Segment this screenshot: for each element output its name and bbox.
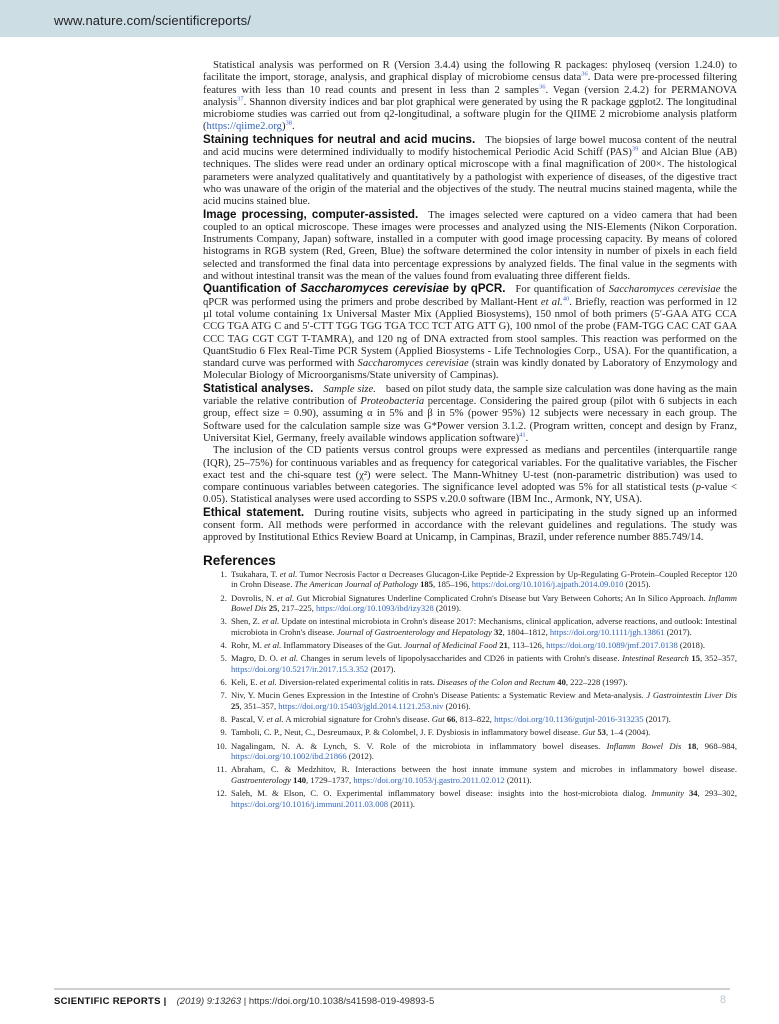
references-heading: References — [203, 552, 276, 568]
article-doi[interactable]: | https://doi.org/10.1038/s41598-019-49893-5 — [241, 996, 435, 1007]
doi-link[interactable]: https://doi.org/10.1002/ibd.21866 — [231, 751, 347, 762]
page-number: 8 — [720, 994, 727, 1006]
intro-paragraph: Statistical analysis was performed on R (Version 3.4.4) using the following R packages: phyloseq (version 1.24.0) to facilitate the import, storage, analysis, and graphical display of microbiome census data$^{36}$. Data were pre-processed filtering features with less than 10 read counts and present in less than 2 samples$^{36}$. Vegan (version 2.4.2) for PERMANOVA analysis$^{37}$. Shannon diversity indices and bar plot graphical were generated by using the R package ggplot2. The longitudinal microbiome studies was carried out from q2-longitudinal, a software plugin for the QIIME 2 microbiome analysis platform (https://qiime2.org)$^{38}$. — [203, 60, 737, 133]
doi-link[interactable]: https://doi.org/10.1089/jmf.2017.0138 — [546, 640, 678, 651]
image-processing-section: Image processing, computer-assisted. The images selected were captured on a video camera that had been coupled to an optical microscope. These images were processes and analyzed using the NIS-Elements (Nikon Corporation. Instruments Company, Japan) software, installed in a computer with good image processing capacity. By means of colored histograms in RGB system (Red, Green, Blue) the software determined the color intensity in number of pixels in each field selected and transformed the final data into percentage expressions by analyzed fields. The final value in the segments with and without intestinal transit was the mean of the values found from evaluating three different fields. — [203, 207, 737, 283]
statistical-paragraph-2: The inclusion of the CD patients versus control groups were expressed as medians and percentiles (interquartile range (IQR), 25–75%) for continuous variables and as frequency for categorical variables. For the qualitative variables, the Fischer exact test and the chi-square test (χ²) were select. The Mann-Whitney U-test (non-parametric distribution) was used to compare continuous variables between categories. The significance level adopted was 5% for all statistical tests (p-value < 0.05). Statistical analyses were used according to SSPS v.20.0 software (IBM Inc., Armonk, NY, USA). — [203, 445, 738, 506]
section-heading: Image processing, computer-assisted. — [203, 207, 419, 221]
reference-item: 7. Niv, Y. Mucin Genes Expression in the Intestine of Crohn's Disease Patients: a Systematic Review and Meta-analysis. J Gastrointestin Liver Dis 25, 351–357, https://doi.org/10.15403/jgld.2014.1121.253.niv (2016). — [229, 690, 737, 711]
references-list — [203, 569, 737, 809]
reference-item: 12. Saleh, M. & Elson, C. O. Experimental inflammatory bowel disease: insights into the host-microbiota dialog. Immunity 34, 293–302, https://doi.org/10.1016/j.immuni.2011.03.008 (2011). — [229, 788, 737, 809]
reference-item: 3. Shen, Z. et al. Update on intestinal microbiota in Crohn's disease 2017: Mechanisms, clinical application, adverse reactions, and outlook: Intestinal microbiota in Crohn's disease. Journal of Gastroenterology and Hepatology 32, 1804–1812, https://doi.org/10.1111/jgh.13861 (2017). — [229, 616, 737, 637]
reference-item: 6. Keli, E. et al. Diversion-related experimental colitis in rats. Diseases of the Colon and Rectum 40, 222–228 (1997). — [229, 677, 737, 688]
citation-link[interactable]: 36 — [581, 70, 588, 78]
doi-link[interactable]: https://doi.org/10.1093/ibd/izy328 — [316, 603, 434, 614]
reference-item: 2. Dovrolis, N. et al. Gut Microbial Signatures Underline Complicated Crohn's Disease but Vary Between Cohorts; An In Silico Approach. Inflamm Bowel Dis 25, 217–225, https://doi.org/10.1093/ibd/izy328 (2019). — [229, 593, 737, 614]
doi-link[interactable]: https://doi.org/10.1016/j.immuni.2011.03.008 — [231, 798, 389, 809]
citation-link[interactable]: 37 — [237, 95, 244, 103]
section-heading: Quantification of Saccharomyces cerevisiae by qPCR. — [203, 282, 506, 296]
doi-link[interactable]: https://doi.org/10.1111/jgh.13861 — [549, 627, 665, 638]
staining-section: Staining techniques for neutral and acid mucins. The biopsies of large bowel mucosa content of the neutral and acid mucins were determined individually to modify histochemical Periodic Acid Schiff (PAS)$^{39}$ and Alcian Blue (AB) techniques. The slides were read under an ordinary optical microscope with a final magnification of 200×. The histological parameters were analyzed qualitatively and quantitatively by a pathologist with experience of diseases, of the digestive tract who was unaware of the origin of the material and the objectives of the study. The neutral mucins stained magenta, while the acid mucins stained blue. — [203, 132, 737, 208]
citation-link[interactable]: 36 — [538, 83, 546, 91]
statistical-section: Statistical analyses. Sample size. based on pilot study data, the sample size calculation was done having as the main variable the relative contribution of Proteobacteria percentage. Considering the paired group (pilot with 6 subjects in each group, effect size = 0.90), assuming α in 5% and β in 5% (power 95%) 12 subjects were necessary in each group. The Software used for the calculation sample size was G*Power version 3.1.2. (Program written, concept and design by Franz, Universitat Kiel, Germany, freely available windows application software)$^{41}$. — [203, 381, 737, 444]
section-heading: Staining techniques for neutral and acid mucins. — [203, 132, 476, 146]
page-footer — [54, 996, 434, 1007]
reference-item: 11. Abraham, C. & Medzhitov, R. Interactions between the host innate immune system and microbes in inflammatory bowel disease. Gastroenterology 140, 1729–1737, https://doi.org/10.1053/j.gastro.2011.02.012 (2011). — [229, 764, 737, 785]
citation-link[interactable]: 39 — [631, 145, 639, 153]
doi-link[interactable]: https://doi.org/10.1136/gutjnl-2016-313235 — [494, 714, 644, 725]
reference-item: 4. Rohr, M. et al. Inflammatory Diseases of the Gut. Journal of Medicinal Food 21, 113–126, https://doi.org/10.1089/jmf.2017.0138 (2018). — [229, 640, 737, 651]
reference-item: 9. Tamboli, C. P., Neut, C., Desreumaux, P. & Colombel, J. F. Dysbiosis in inflammatory bowel disease. Gut 53, 1–4 (2004). — [229, 727, 737, 738]
journal-brand: SCIENTIFIC REPORTS | — [54, 996, 167, 1007]
section-heading: Ethical statement. — [203, 505, 305, 519]
citation-link[interactable]: 38 — [285, 119, 292, 127]
reference-item: 5. Magro, D. O. et al. Changes in serum levels of lipopolysaccharides and CD26 in patients with Crohn's disease. Intestinal Research 15, 352–357, https://doi.org/10.5217/ir.2017.15.3.352 (2017). — [229, 653, 737, 674]
article-body — [203, 60, 737, 812]
section-heading: Statistical analyses. — [203, 381, 314, 395]
subsection-heading: Sample size. — [323, 383, 376, 395]
reference-item: 1. Tsukahara, T. et al. Tumor Necrosis Factor α Decreases Glucagon-Like Peptide-2 Expression by Up-Regulating G-Protein–Coupled Receptor 120 in Crohn Disease. The American Journal of Pathology 185, 185–196, https://doi.org/10.1016/j.ajpath.2014.09.010 (2015). — [229, 569, 737, 590]
reference-item: 8. Pascal, V. et al. A microbial signature for Crohn's disease. Gut 66, 813–822, https://doi.org/10.1136/gutjnl-2016-313235 (2017). — [229, 714, 737, 725]
ethical-section: Ethical statement. During routine visits, subjects who agreed in participating in the study signed up an informed consent form. All methods were performed in accordance with the relevant guidelines and regulations. The study was approved by Institutional Ethics Review Board at Unicamp, in Campinas, Brazil, under reference number 885.749/14. — [203, 505, 737, 544]
qiime-link[interactable]: https://qiime2.org — [206, 121, 282, 133]
doi-link[interactable]: https://doi.org/10.1053/j.gastro.2011.02.012 — [353, 774, 505, 785]
citation-link[interactable]: 41 — [519, 431, 526, 439]
doi-link[interactable]: https://doi.org/10.5217/ir.2017.15.3.352 — [231, 664, 369, 674]
citation-info: (2019) 9:13263 — [176, 996, 242, 1007]
reference-item: 10. Nagalingam, N. A. & Lynch, S. V. Role of the microbiota in inflammatory bowel diseases. Inflamm Bowel Dis 18, 968–984, https://doi.org/10.1002/ibd.21866 (2012). — [229, 741, 737, 762]
journal-url[interactable]: www.nature.com/scientificreports/ — [54, 13, 251, 28]
footer-divider — [54, 988, 730, 990]
doi-link[interactable]: https://doi.org/10.1016/j.ajpath.2014.09.010 — [471, 579, 624, 590]
doi-link[interactable]: https://doi.org/10.15403/jgld.2014.1121.253.niv — [278, 700, 444, 711]
citation-link[interactable]: 40 — [562, 295, 570, 303]
qpcr-section: Quantification of Saccharomyces cerevisiae by qPCR. For quantification of Saccharomyces cerevisiae the qPCR was performed using the primers and probe described by Mallant-Hent et al.$^{40}$. Briefly, reaction was performed in 12 µl total volume containing 1x Universal Master Mix (Applied Biosystems), 150 nmol of both primers (5′-GAA ATG CCA CCG TGA ATG C and 5′-CTT TGG TGG TGA TCC TCT ATG ATT G), 100 nmol of the probe (FAM-TGG CAC CAT GAA CCC TAG CGT CGT T-TAMRA), and 120 ng of DNA extracted from stool samples. This reaction was performed on the QuantStudio 6 Flex Real-Time PCR System (Applied Biosystems - Life Technologies Corp., USA). For the quantification, a standard curve was performed with Saccharomyces cerevisiae (strain was kindly donated by Laboratory of Enzymology and Molecular Biology of Microorganisms/State university of Campinas). — [203, 282, 737, 382]
top-banner — [0, 0, 779, 37]
